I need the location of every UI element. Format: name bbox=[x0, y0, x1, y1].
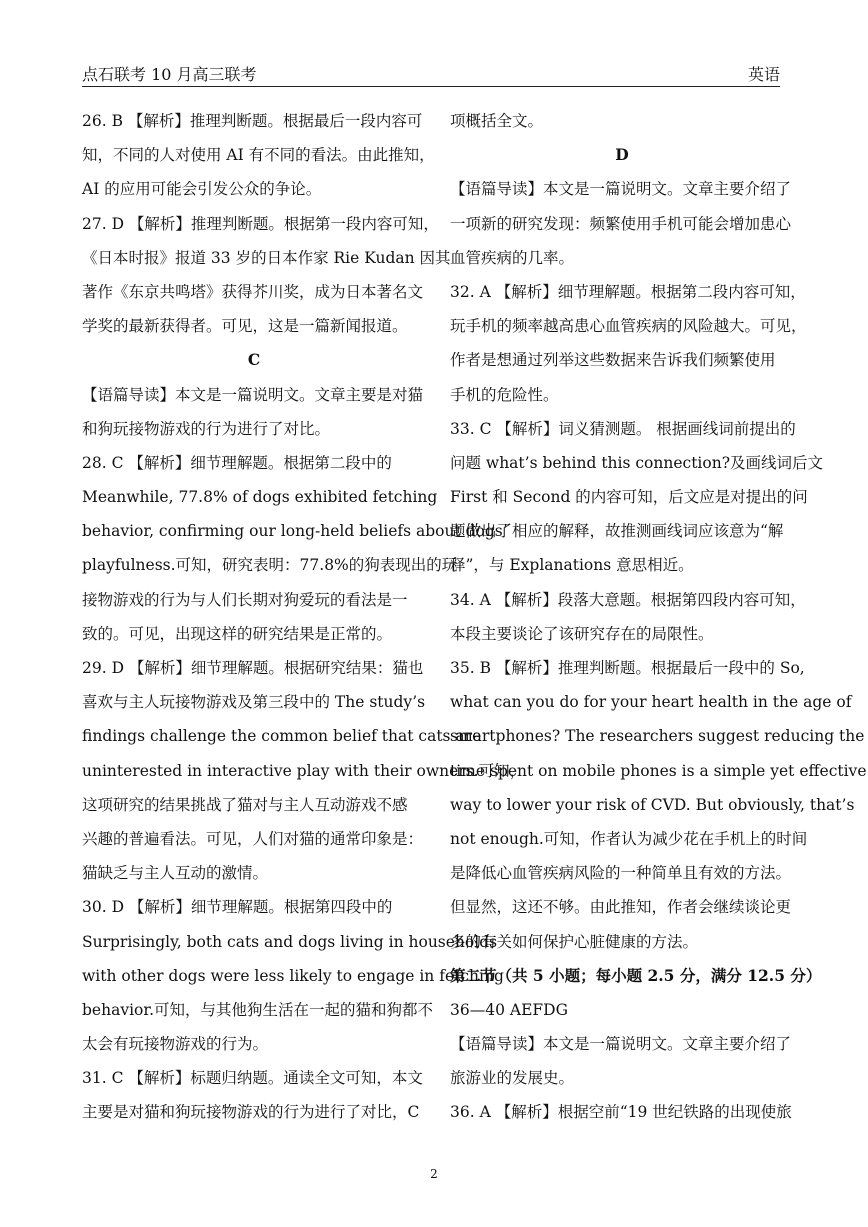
section-heading: D bbox=[615, 145, 629, 165]
text-line: what can you do for your heart health in the age of bbox=[450, 693, 852, 712]
text-line: AI 的应用可能会引发公众的争论。 bbox=[82, 180, 322, 199]
text-line: 喜欢与主人玩接物游戏及第三段中的 The study’s bbox=[82, 693, 426, 712]
text-line: playfulness.可知，研究表明：77.8%的狗表现出的玩 bbox=[82, 556, 458, 575]
text-line: 猫缺乏与主人互动的激情。 bbox=[82, 864, 269, 883]
section-heading: C bbox=[247, 350, 261, 370]
text-line: Surprisingly, both cats and dogs living in households bbox=[82, 932, 498, 951]
text-line: 知，不同的人对使用 AI 有不同的看法。由此推知， bbox=[82, 146, 435, 165]
text-line: 主要是对猫和狗玩接物游戏的行为进行了对比，C bbox=[82, 1103, 420, 1122]
text-line: 释”，与 Explanations 意思相近。 bbox=[450, 556, 694, 575]
text-line: 这项研究的结果挑战了猫对与主人互动游戏不感 bbox=[82, 795, 408, 814]
text-line: 问题 what’s behind this connection?及画线词后文 bbox=[450, 453, 824, 472]
text-line: 和狗玩接物游戏的行为进行了对比。 bbox=[82, 419, 331, 438]
text-line: uninterested in interactive play with their owners.可知， bbox=[82, 761, 526, 780]
text-line: 太会有玩接物游戏的行为。 bbox=[82, 1035, 269, 1054]
text-line: 著作《东京共鸣塔》获得芥川奖，成为日本著名文 bbox=[82, 282, 424, 301]
text-line: smartphones? The researchers suggest reducing the bbox=[450, 727, 865, 746]
text-line: 第二节（共 5 小题；每小题 2.5 分，满分 12.5 分） bbox=[450, 965, 822, 985]
text-line: not enough.可知，作者认为减少花在手机上的时间 bbox=[450, 829, 808, 848]
text-line: 35. B 【解析】推理判断题。根据最后一段中的 So, bbox=[450, 659, 805, 677]
text-line: 28. C 【解析】细节理解题。根据第二段中的 bbox=[82, 453, 392, 472]
text-line: with other dogs were less likely to engage in fetching bbox=[82, 966, 504, 985]
text-line: 血管疾病的几率。 bbox=[450, 248, 575, 267]
text-line: 一项新的研究发现：频繁使用手机可能会增加患心 bbox=[450, 214, 792, 233]
text-line: behavior.可知，与其他狗生活在一起的猫和狗都不 bbox=[82, 1000, 433, 1019]
text-line: 【语篇导读】本文是一篇说明文。文章主要介绍了 bbox=[450, 180, 792, 199]
text-line: 是降低心血管疾病风险的一种简单且有效的方法。 bbox=[450, 864, 792, 883]
text-line: 29. D 【解析】细节理解题。根据研究结果：猫也 bbox=[82, 659, 424, 677]
header-subject: 英语 bbox=[747, 65, 780, 84]
text-line: 26. B 【解析】推理判断题。根据最后一段内容可 bbox=[82, 112, 423, 130]
text-line: 【语篇导读】本文是一篇说明文。文章主要介绍了 bbox=[450, 1035, 792, 1054]
text-line: Meanwhile, 77.8% of dogs exhibited fetching bbox=[82, 488, 438, 507]
text-line: 27. D 【解析】推理判断题。根据第一段内容可知， bbox=[82, 214, 439, 233]
text-line: behavior, confirming our long-held beliefs about dogs’ bbox=[82, 522, 508, 541]
text-line: 34. A 【解析】段落大意题。根据第四段内容可知， bbox=[450, 590, 806, 609]
text-line: 33. C 【解析】词义猜测题。 根据画线词前提出的 bbox=[450, 419, 796, 438]
text-line: 32. A 【解析】细节理解题。根据第二段内容可知， bbox=[450, 282, 806, 301]
text-line: 玩手机的频率越高患心血管疾病的风险越大。可见， bbox=[450, 317, 807, 336]
header-title: 点石联考 10 月高三联考 bbox=[82, 65, 257, 84]
header-rule bbox=[82, 86, 780, 87]
text-line: 致的。可见，出现这样的研究结果是正常的。 bbox=[82, 624, 393, 643]
text-line: 作者是想通过列举这些数据来告诉我们频繁使用 bbox=[450, 351, 776, 370]
text-line: 兴趣的普遍看法。可见，人们对猫的通常印象是： bbox=[82, 829, 424, 848]
right-column bbox=[450, 104, 867, 1130]
page-header bbox=[82, 62, 780, 86]
text-line: 多的有关如何保护心脏健康的方法。 bbox=[450, 932, 699, 951]
text-line: 项概括全文。 bbox=[450, 112, 544, 130]
text-line: 手机的危险性。 bbox=[450, 385, 559, 404]
text-line: way to lower your risk of CVD. But obviously, that’s bbox=[450, 795, 855, 814]
text-line: 36. A 【解析】根据空前“19 世纪铁路的出现使旅 bbox=[450, 1103, 792, 1122]
text-line: 36—40 AEFDG bbox=[450, 1000, 568, 1019]
text-line: 《日本时报》报道 33 岁的日本作家 Rie Kudan 因其 bbox=[82, 248, 451, 267]
text-line: time spent on mobile phones is a simple yet effective bbox=[450, 761, 867, 780]
text-line: 本段主要谈论了该研究存在的局限性。 bbox=[450, 624, 714, 643]
text-line: First 和 Second 的内容可知，后文应是对提出的问 bbox=[450, 488, 808, 507]
text-line: 旅游业的发展史。 bbox=[450, 1069, 575, 1088]
text-line: findings challenge the common belief that cats are bbox=[82, 727, 482, 746]
page-number: 2 bbox=[430, 1167, 438, 1181]
text-line: 30. D 【解析】细节理解题。根据第四段中的 bbox=[82, 898, 393, 917]
text-line: 接物游戏的行为与人们长期对狗爱玩的看法是一 bbox=[82, 590, 408, 609]
text-line: 学奖的最新获得者。可见，这是一篇新闻报道。 bbox=[82, 317, 408, 336]
text-line: 【语篇导读】本文是一篇说明文。文章主要是对猫 bbox=[82, 385, 424, 404]
text-line: 题做出了相应的解释，故推测画线词应该意为“解 bbox=[450, 522, 784, 541]
text-line: 31. C 【解析】标题归纳题。通读全文可知，本文 bbox=[82, 1069, 423, 1088]
text-line: 但显然，这还不够。由此推知，作者会继续谈论更 bbox=[450, 898, 792, 917]
